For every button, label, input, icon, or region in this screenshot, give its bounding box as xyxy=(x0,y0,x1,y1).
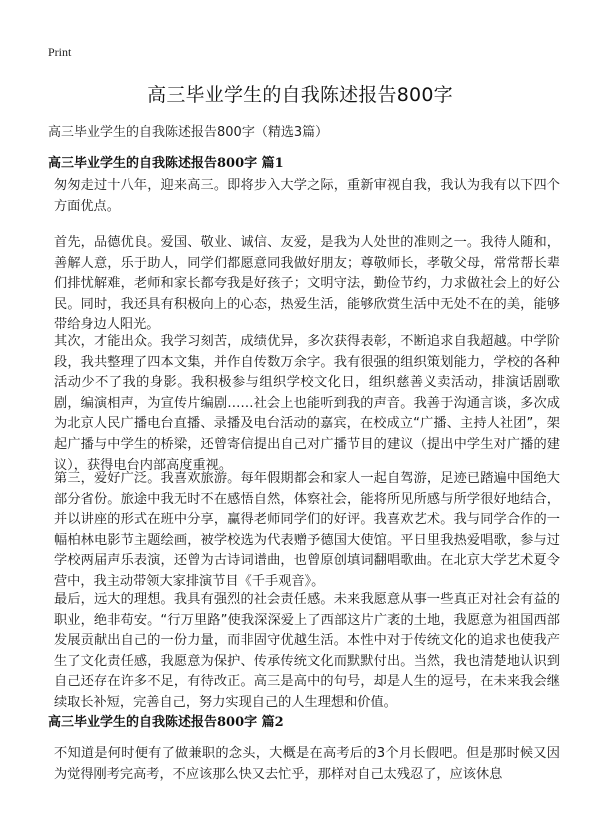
paragraph-character: 首先，品德优良。爱国、敬业、诚信、友爱，是我为人处世的准则之一。我待人随和，善解人意，乐于助人，同学们都愿意同我做好朋友；尊敬师长，孝敬父母，常常帮长辈们排忧解难，老师和家长都夸我是好孩子；文明守法，勤俭节约，力求做社会上的好公民。同时，我还具有积极向上的心态，热爱生活，能够欣赏生活中无处不在的美，能够带给身边人阳光。 xyxy=(54,235,560,333)
document-title: 高三毕业学生的自我陈述报告800字 xyxy=(147,84,453,106)
section-heading-1: 高三毕业学生的自我陈述报告800字 篇1 xyxy=(48,156,284,171)
paragraph-hobbies: 第三，爱好广泛。我喜欢旅游。每年假期都会和家人一起自驾游，足迹已踏遍中国绝大部分省份。旅途中我无时不在感悟自然，体察社会，能将所见所感与所学很好地结合，并以讲座的形式在班中分享，赢得老师同学们的好评。我喜欢艺术。我与同学合作的一幅柏林电影节主题绘画，被学校选为代表赠予德国大使馆。平日里我热爱唱歌，参与过学校两届声乐表演，还曾为古诗词谱曲，也曾原创填词翻唱歌曲。在北京大学艺术夏令营中，我主动带领大家排演节目《千手观音》。 xyxy=(54,471,560,589)
print-label[interactable]: Print xyxy=(48,45,72,59)
paragraph-intro: 匆匆走过十八年，迎来高三。即将步入大学之际，重新审视自我，我认为我有以下四个方面优点。 xyxy=(54,178,560,214)
paragraph-parttime: 不知道是何时便有了做兼职的念头，大概是在高考后的3个月长假吧。但是那时候又因为觉得刚考完高考，不应该那么快又去忙乎，那样对自己太残忍了，应该休息 xyxy=(54,746,560,782)
paragraph-talent: 其次，才能出众。我学习刻苦，成绩优异，多次获得表彰，不断追求自我超越。中学阶段，我共整理了四本文集，并作自传数万余字。我有很强的组织策划能力，学校的各种活动少不了我的身影。我积极参与组织学校文化日，组织慈善义卖活动，排演话剧歌剧，编演相声，为宣传片编剧……社会上也能听到我的声音。我善于沟通言谈，多次成为北京人民广播电台直播、录播及电台活动的嘉宾，在校成立“广播、主持人社团”，架起广播与中学生的桥梁，还曾寄信提出自己对广播节目的建议（提出中学生对广播的建议），获得电台内部高度重视。 xyxy=(54,334,560,473)
paragraph-ideals: 最后，远大的理想。我具有强烈的社会责任感。未来我愿意从事一些真正对社会有益的职业，绝非苟安。“行万里路”使我深深爱上了西部这片广袤的土地，我愿意为祖国西部发展贡献出自己的一份力量，而非固守优越生活。本性中对于传统文化的追求也使我产生了文化责任感，我愿意为保护、传承传统文化而默默付出。当然，我也清楚地认识到自己还存在许多不足，有待改正。高三是高中的句号，却是人生的逗号，在未来我会继续取长补短，完善自己，努力实现自己的人生理想和价值。 xyxy=(54,592,560,710)
section-heading-2: 高三毕业学生的自我陈述报告800字 篇2 xyxy=(48,715,284,730)
document-subtitle: 高三毕业学生的自我陈述报告800字（精选3篇） xyxy=(48,125,329,140)
